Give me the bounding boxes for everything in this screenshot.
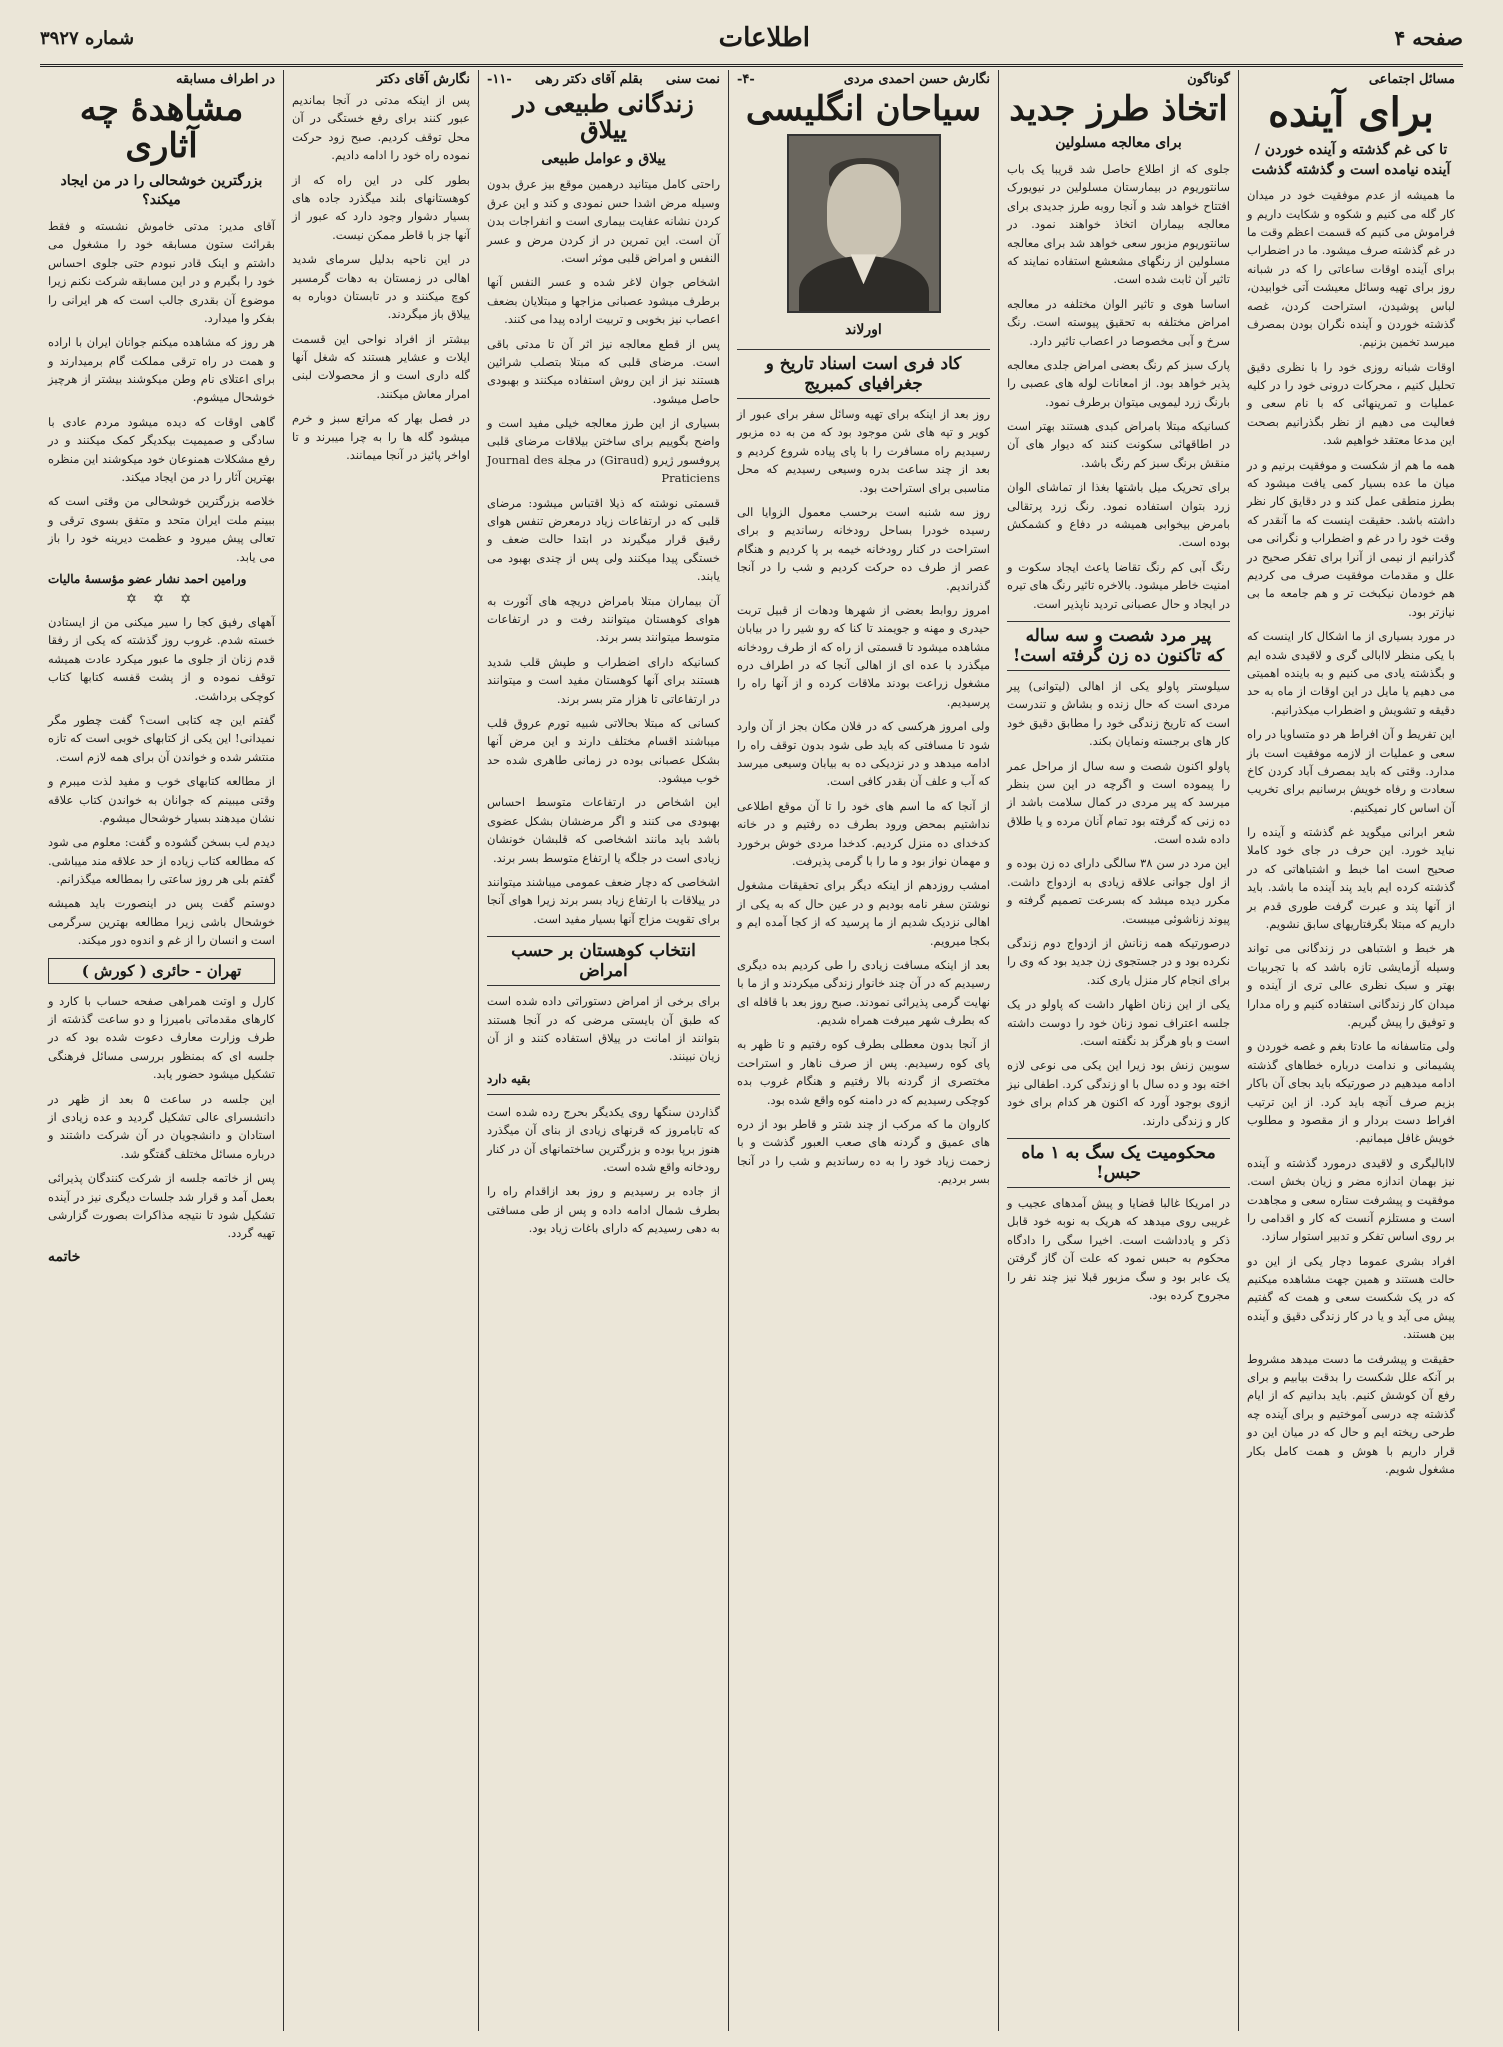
paragraph: دیدم لب بسخن گشوده و گفت: معلوم می شود که مطالعه کتاب زیاده از حد علاقه مند میباشی. گفتم بلی هر روز ساعتی را بمطالعه میگذرانم. — [48, 835, 275, 887]
paragraph: گفتم این چه کتابی است؟ گفت چطور مگر نمیدانی! این یکی از کتابهای خوبی است که تازه منتشر شده و خواندن آن برای همه لازم است. — [48, 712, 275, 764]
headline-new-method: اتخاذ طرز جدید — [1009, 89, 1228, 129]
paragraph: این مرد در سن ۳۸ سالگی دارای ده زن بوده و از اول جوانی علاقه زیادی به ازدواج داشت. مکرر دیده میشد که بسرعت تصمیم گرفته و پیوند زناشوئی میبست. — [1007, 856, 1230, 926]
paragraph: شعر ابرانی میگوید غم گذشته و آینده را نباید خورد. این حرف در جای خود کاملا صحیح است اما خبط و اشتباهاتی که در گذشته کرده ایم باید پند آینده ما باشد. باید از آنها پند و عبرت گرفت طوری قدم بر داریم که مبتلا بگرفتاریهای سابق نشویم. — [1247, 825, 1455, 932]
paragraph: پارک سبز کم رنگ بعضی امراض جلدی معالجه پذیر خواهد بود. از امعانات لوله های عصبی را بارنگ زرد لیمویی میتوان برطرف نمود. — [1007, 357, 1230, 409]
paragraph: همه ما هم از شکست و موفقیت برنیم و در میان ما عده بسیار کمی یافت میشود که بطرز منطقی عمل کند و در دقایق کار نظر داشته باشد. حقیقت اینست که ما آنقدر که وقت خود را در غم و اضطراب و نگرانی می گذرانیم از نیمی از آنرا برای تفکر صحیح در علل و مقدمات موفقیت صرف می کردیم هم خودمان نیکبخت تر و هم جامعه ما بی نیازتر بود. — [1247, 457, 1455, 619]
paragraph: دوستم گفت پس در اینصورت باید همیشه خوشحال باشی زیرا مطالعه بهترین سرگرمی است و انسان را از غم و اندوه دور میکند. — [48, 896, 275, 948]
column-kicker: در اطراف مسابقه — [175, 72, 275, 87]
paragraph: گاهی اوقات که دیده میشود مردم عادی با سادگی و صمیمیت بیکدیگر کمک میکنند و در رفع مشکلات همنوعان خود میکوشند این منظره بهترین آثار را در من ایجاد میکند. — [48, 414, 275, 485]
paragraph: اشخاصی که دچار ضعف عمومی میباشند میتوانند در ییلاقات با ارتفاع زیاد بسر برند زیرا هوای آنجا برای تقویت مزاج آنها بسیار مفید است. — [487, 875, 720, 926]
paragraph: این جلسه در ساعت ۵ بعد از ظهر در دانشسرای عالی تشکیل گردید و عده زیادی از استادان و دانشجویان در آن شرکت داشتند و درباره مسائل مختلف گفتگو شد. — [48, 1091, 275, 1161]
author-location: تهران - حائری ( کورش ) — [48, 958, 275, 984]
headline-what-effects: مشاهدهٔ چه آثاری — [79, 89, 244, 167]
paragraph: کسانی که مبتلا بحالاتی شبیه تورم عروق قلب میباشند اقسام مختلف دارند و این مرض آنها بشکل عصبانی بوده در زمانی طاهری شده حد خوب میشود. — [487, 715, 720, 786]
paragraph: در این ناحیه بدلیل سرمای شدید اهالی در زمستان به دهات گرمسیر کوچ میکنند و در تابستان دوباره به ییلاق باز میگردند. — [292, 252, 470, 322]
paragraph: سیلوستر پاولو یکی از اهالی (لیتوانی) پیر مردی است که حال زنده و بشاش و تندرست است که تاریخ زندگی خود را مطابق دقیق خود کار های برجسته ونمایان بکند. — [1007, 678, 1230, 749]
page-number: صفحه ۴ — [1394, 26, 1463, 50]
paragraph: درصورتیکه همه زنانش از ازدواج دوم زندگی نکرده بود و در جستجوی زن جدید بود که وی را برای انجام کار منزل یاری کند. — [1007, 936, 1230, 987]
paragraph: از آنجا بدون معطلی بطرف کوه رفتیم و تا ظهر به پای کوه رسیدیم. پس از صرف ناهار و استراحت مختصری از گردنه بالا رفتیم و هنگام غروب بده کوچکی رسیدیم که در دامنه کوه واقع شده بود. — [737, 1037, 990, 1107]
subhead: برای معالجه مسلولین — [1055, 135, 1182, 152]
paragraph: از مطالعه کتابهای خوب و مفید لذت میبرم و وقتی میبینم که جوانان به خواندن کتاب علاقه نشان میدهند بسیار خوشحال میشوم. — [48, 774, 275, 825]
paragraph: در مورد بسیاری از ما اشکال کار اینست که با یکی منظر لاابالی گری و لاقیدی شده ایم و بگذشته یادی می کنیم و به باینده اهمیتی می دهیم یا مایل در این اوقات از ماه به حد دقیقه و تشویش و اضطراب میکذرانیم. — [1247, 629, 1455, 717]
byline-row — [737, 72, 990, 87]
section-heading-old-man — [1007, 621, 1230, 671]
paragraph: خلاصه بزرگترین خوشحالی من وقتی است که ببینم ملت ایران متحد و متفق بسوی ترقی و تعالی پیش میرود و عظمت دیرینه خود را باز می یابد. — [48, 494, 275, 564]
paragraph: بسیاری از این طرز معالجه خیلی مفید است و واضح بگوییم برای ساختن بیلاقات مرضای قلبی پروفسور ژیرو (Giraud) در مجلة Journal des Praticiens — [487, 416, 721, 486]
subhead: تا کی غم گذشته و آینده خوردن / آینده نیامده است و گذشته گذشت — [1251, 142, 1451, 178]
paragraph: برای برخی از امراض دستوراتی داده شده است که طبق آن بایستی مرضی که در آنجا هستند بتوانند از امانت در ییلاق استفاده کنند و از آن زیان نبینند. — [487, 994, 720, 1064]
headline-future: برای آینده — [1268, 89, 1434, 136]
paragraph: آههای رفیق کجا را سیر میکنی من از ایستادن خسته شدم. غروب روز گذشته که یکی از رفقا قدم زنان از جلوی ما عبور میکرد عادت همیشه توقف نموده و از پشت قفسه کتابها کتاب کوچکی برداشت. — [48, 615, 275, 703]
paragraph: کسانیکه دارای اضطراب و طپش قلب شدید هستند برای آنها کوهستان مفید است و میتوانند در ارتفاعاتی تا هزار متر بسر برند. — [487, 654, 720, 706]
section-label: نمت سنی — [665, 72, 720, 87]
paragraph: یکی از این زنان اظهار داشت که پاولو در یک جلسه اعتراف نمود زنان خود را دوست داشته است و باو هرگز بد نگفته است. — [1007, 997, 1230, 1048]
section-subtitle: که تاکنون ده زن گرفته است! — [1012, 645, 1225, 666]
paragraph: اساسا هوی و تاثیر الوان مختلفه در معالجه امراض مختلفه به تحقیق پیوسته است. رنگ سرخ و آبی مخصوصا در اعصاب تاثیر دارد. — [1007, 296, 1230, 348]
byline: بقلم آقای دکتر رهی — [534, 72, 643, 87]
paragraph: امروز روابط بعضی از شهرها ودهات از قبیل تربت حیدری و مهنه و جویمند تا کنا که رو شیر را در بیابان مشاهده میشود تا قسمتی از راه که از طرف رودخانه میگذرد با عده ای از اهالی آنجا که در اطراف دره مشغول زراعت بودند ملاقات کرده و از آنها راه را پرسیدیم. — [737, 602, 990, 709]
paragraph: بعد از اینکه مسافت زیادی را طی کردیم بده دیگری رسیدیم که در آن چند خانوار زندگی میکردند و از ما با نهایت گرمی پذیرائی نمودند. صبح روز بعد با قافله ای که بطرف شهر میرفت همراه شدیم. — [737, 957, 990, 1028]
byline: نگارش آقای دکتر — [377, 72, 470, 87]
newspaper-name: اطلاعات — [718, 23, 810, 53]
paragraph: رنگ آبی کم رنگ تقاضا یاعث ایجاد سکوت و امنیت خاطر میشود. بالاخره تاثیر رنگ های تیره در ایجاد و حال عصبانی تردید ناپذیر است. — [1006, 559, 1230, 611]
paragraph: گذاردن سنگها روی یکدیگر بحرج رده شده است که تابامروز که قرنهای زیادی از بنای آن میگذرد هنوز برپا بوده و بزرگترین ساختمانهای آن در کنار رودخانه واقع شده است. — [487, 1104, 720, 1174]
section-heading: کاد فری است اسناد تاریخ و جغرافیای کمبریج — [737, 349, 990, 399]
paragraph: پس از خاتمه جلسه از شرکت کنندگان پذیرائی بعمل آمد و قرار شد جلسات دیگری نیز در آینده تشکیل شود تا نتیجه مذاکرات بصورت گزارشی تهیه گردد. — [48, 1171, 275, 1241]
column-kicker: گوناگون — [1187, 72, 1230, 87]
installment-number: -۱۱- — [487, 72, 512, 87]
paragraph: افراد بشری عموما دچار یکی از این دو حالت هستند و همین جهت مشاهده میکنیم که در یک شکست سعی و همت که گفتیم پیش می آید و یا در کار زندگی دقیق و آینده بین هستند. — [1247, 1253, 1455, 1342]
paragraph: از جاده بر رسیدیم و روز بعد ازاقدام راه را بطرف شمال ادامه داده و پس از طی مسافتی به دهی رسیدیم که دارای باغات زیاد بود. — [487, 1184, 720, 1236]
photo-caption: اورلاند — [845, 322, 882, 339]
end-mark: خاتمه — [48, 1248, 81, 1265]
column-health — [478, 70, 728, 2031]
headline-natural-life: زندگانی طبیعی در ییلاق — [513, 89, 694, 145]
paragraph: در امریکا غالبا قضایا و پیش آمدهای عجیب و غریبی روی میدهد که هریک به نوبه خود قابل ذکر و یادداشت است. اخیرا سگی را دادگاه محکوم به حبس نمود که علت آن گاز گرفتن یک عابر بود و سگ مزبور قبلا نیز چند نفر را مجروح کرده بود. — [1007, 1195, 1230, 1302]
paragraph: هر روز که مشاهده میکنم جوانان ایران با اراده و همت در راه ترقی مملکت گام برمیدارند و برای اعتلای نام وطن میکوشند بیشتر از هرچیز خوشحال میشوم. — [48, 335, 275, 405]
headline-english-travelers: سیاحان انگلیسی — [745, 89, 982, 129]
paragraph: آقای مدیر: مدتی خاموش نشسته و فقط بقرائت ستون مسابقه خود را مشغول می داشتم و اینک قادر نبودم حتی جلوی احساس خود را بگیرم و در این مسابقه شرکت نکنم زیرا موضوع آن بقدری جالب است که هر ایرانی را بفکر وا میدارد. — [48, 218, 275, 325]
column-continuation — [283, 70, 478, 2031]
paragraph: جلوی که از اطلاع حاصل شد قریبا یک باب سانتوریوم در بیمارستان مسلولین در نیویورک افتتاح خواهد شد و آنجا روبه طرز جدیدی برای معالجه بیماران اتخاذ خواهند نمود. در سانتوریوم مزبور سعی خواهد شد برای معالجه مسلولین از رنگهای مشعشع استفاده نمایند که تاثیر آن ثابت شده است. — [1007, 161, 1230, 287]
section-heading: انتخاب کوهستان بر حسب امراض — [487, 936, 720, 986]
issue-number: شماره ۳۹۲۷ — [40, 27, 135, 49]
section-heading-dog: محکومیت یک سگ به ۱ ماه حبس! — [1007, 1138, 1230, 1188]
column-kicker: مسائل اجتماعی — [1368, 72, 1455, 87]
paragraph: این تفریط و آن افراط هر دو متساویا در راه سعی و عملیات از لازمه موفقیت است باز مدارد. وقتی که باید بمصرف آباد کردن کاخ سعادت و رفاه خویش برسانیم برای تخریب آن اساس کار نمیکنیم. — [1247, 727, 1455, 815]
paragraph: قسمتی نوشته که ذیلا اقتباس میشود: مرضای قلبی که در ارتفاعات زیاد درمعرض تنفس هوای رقیق قرار میگیرند در ابتدا حالت ضعف و خستگی پیدا میکنند ولی پس از چندی بهبود می یابند. — [487, 495, 720, 584]
column-english-travelers — [728, 70, 998, 2031]
paragraph: بیشتر از افراد نواحی این قسمت ایلات و عشایر هستند که شغل آنها گله داری است و از محصولات لبنی امرار معاش میکنند. — [292, 331, 470, 401]
paragraph: روز سه شنبه است برحسب معمول الزوایا الی رسیده خودرا بساحل رودخانه رساندیم و برای استراحت در کنار رودخانه خیمه بر پا کردیم و هنگام عصر از طرف ده حرکت کردیم و شب را در آنجا گذراندیم. — [737, 504, 990, 593]
byline-row — [487, 72, 720, 87]
paragraph: از آنجا که ما اسم های خود را تا آن موقع اطلاعی نداشتیم بمحض ورود بطرف ده رفتیم و در خانه کدخدای ده منزل کردیم. کدخدا مردی خوش برخورد و مهمان نواز بود و ما را با گرمی پذیرفت. — [737, 798, 990, 868]
paragraph: امشب روزدهم از اینکه دیگر برای تحقیقات مشغول نوشتن سفر نامه بودیم و در عین حال که به یکی از اهالی نزدیک شدیم از ما پرسید که از کجا آمده ایم و بکجا میرویم. — [737, 878, 990, 948]
paragraph: پاولو اکنون شصت و سه سال از مراحل عمر را پیموده است و اگرچه در این سن بنظر میرسد که پیر مردی در کمال سلامت باشد از ده زنی که گرفته بود تمام آنان مرده و یا طلاق داده شده است. — [1007, 758, 1230, 847]
section-title: پیر مرد شصت و سه ساله — [1025, 625, 1212, 646]
paragraph: این اشخاص در ارتفاعات متوسط احساس بهبودی می کنند و اگر مرضشان بشکل عضوی باشد باید مانند اشخاصی که قلبشان خونشان زیادی است در جلگه یا ارتفاع متوسط بسر برند. — [487, 795, 720, 865]
paragraph: کارل و اوتت همراهی صفحه حساب با کارد و کارهای مقدماتی بامیرزا و دو ساعت گذشته از طرف وزارت معارف دعوت شده بود که در جلسه ای که بمنظور بررسی مسائل فرهنگی تشکیل میشود حضور یابد. — [48, 993, 275, 1082]
paragraph: راحتی کامل میتانید درهمین موقع بیز عرق بدون وسیله مرض اشدا حس نمودی و کند و این عرق کردن نشانه عفایت بیماری است و انفراجات بدن آن است. این تمرین در از کردن مرض و عسر النفس و امراض قلبی موثر است. — [487, 177, 720, 265]
star-separator: ✡ ✡ ✡ — [126, 592, 197, 607]
portrait-photo — [787, 134, 941, 313]
paragraph: حقیقت و پیشرفت ما دست میدهد مشروط بر آنکه علل شکست را بدقت بیابیم و برای رفع آن کوشش کنیم. باید بدانیم که از ایام گذشته چه درسی آموختیم و برای آینده چه طرحی ریخته ایم و حال که در میان این دو قرار داریم با هوش و همت کامل بکار مشغول شویم. — [1247, 1351, 1455, 1476]
byline: نگارش حسن احمدی مردی — [843, 72, 990, 87]
installment-number: -۴- — [737, 72, 755, 87]
paragraph: پس از قطع معالجه نیز اثر آن تا مدتی باقی است. مرضای قلبی که مبتلا بتصلب شرائین هستند نیز از این روش استفاده میکنند و بهبودی حاصل میشود. — [487, 336, 720, 406]
column-miscellaneous — [998, 70, 1238, 2031]
signature: ورامین احمد نشار عضو مؤسسهٔ مالیات — [48, 572, 247, 586]
paragraph: آن بیماران مبتلا بامراض دریچه های آئورت به هوای کوهستان میتوانند رفت و در ارتفاعات متوسط میتوانند بسر برند. — [487, 593, 720, 645]
paragraph: اوقات شبانه روزی خود را با نظری دقیق تحلیل کنیم ، محرکات درونی خود را در کلیه عملیات و تمرینهائی که با نام سعی و فعالیت می دهیم از نظر بگذرانیم بصحت این مدعا معتقد خواهیم شد. — [1247, 359, 1455, 448]
paragraph: اشخاص جوان لاغر شده و عسر النفس آنها برطرف میشود عصبانی مزاجها و مبتلایان بضعف اعصاب نیز بخوبی و تربیت اراده پیدا می کنند. — [487, 275, 720, 327]
paragraph: بطور کلی در این راه که از کوهستانهای بلند میگذرد جاده های بسیار دشوار وجود دارد که عبور از آنها جز با قاطر ممکن نیست. — [292, 172, 470, 242]
page-header — [40, 20, 1463, 67]
paragraph: ولی امروز هرکسی که در فلان مکان بجز از آن وارد شود تا مسافتی که باید طی شود بدون توقف راه را ادامه میدهد و در نزدیکی ده به بیابان وسیعی میرسد که آب و علف آن بقدر کافی است. — [737, 719, 990, 789]
paragraph: پس از اینکه مدتی در آنجا بماندیم عبور کنند برای رفع خستگی در آن محل توقف کردیم. صبح زود حرکت نموده راه خود را ادامه دادیم. — [292, 93, 470, 163]
paragraph: لاابالیگری و لاقیدی درمورد گذشته و آینده نیز بهمان اندازه مضر و زیان بخش است. موفقیت و پیشرفت ستاره سعی و مجاهدت است و مستلزم آنست که کار و اقدامی را بر روی اساس تفکر و تدبیر استوار سازد. — [1247, 1155, 1455, 1244]
divider — [487, 1094, 720, 1095]
paragraph: کاروان ما که مرکب از چند شتر و قاطر بود از دره های عمیق و گردنه های صعب العبور گذشت و با زحمت زیاد خود را به ده رساندیم و شب را در آنجا بسر بردیم. — [737, 1117, 990, 1187]
paragraph: روز بعد از اینکه برای تهیه وسائل سفر برای عبور از کویر و تپه های شن موجود بود که من به ده مزبور رسیدیم راه مسافرت را با پای پیاده شروع کردیم و بعد از چند ساعت بدره وسیعی رسیدیم که محل مناسبی برای استراحت بود. — [737, 406, 990, 495]
subhead: ییلاق و عوامل طبیعی — [541, 150, 666, 167]
subhead: بزرگترین خوشحالی را در من ایجاد میکند؟ — [60, 172, 263, 209]
paragraph: ولی متاسفانه ما عادتا بغم و غصه خوردن و پشیمانی و ندامت درباره خطاهای گذشته ادامه میدهیم در صورتیکه باید بجای آن باکار بزیم صرف آنچه باید کرد. از این ترتیب افراط دست بردار و از مقصود و مطلوب خویش غافل میمانیم. — [1247, 1039, 1455, 1146]
paragraph: سوبین زنش بود زیرا این یکی می نوعی لازه اخته بود و ده سال با او زندگی کرد. اطفالی نیز ازوی بوجود آورد که اکنون هر کدام برای خود کار و زندگی دارند. — [1007, 1058, 1230, 1128]
columns — [40, 70, 1463, 2031]
paragraph: در فصل بهار که مراتع سبز و خرم میشود گله ها را به چرا میبرند و تا اواخر پائیز در آنجا میمانند. — [292, 411, 470, 463]
paragraph: برای تحریک میل باشتها بغذا از تماشای الوان زرد بتوان استفاده نمود. رنگ زرد پرتقالی بامرض بیخوابی همیشه در دفاع و کشمکش بوده است. — [1007, 480, 1230, 550]
paragraph: هر خبط و اشتباهی در زندگانی می تواند وسیله آزمایشی تازه باشد که با تجربیات بهتر و سبک نظری عالی تری از آینده و میدان کار زندگانی استفاده کنیم و راه مدارا و توفیق را پیش گیریم. — [1247, 941, 1455, 1029]
column-contest — [40, 70, 283, 2031]
column-social-issues — [1238, 70, 1463, 2031]
continued-note: بقیه دارد — [487, 1071, 531, 1086]
paragraph: ما همیشه از عدم موفقیت خود در میدان کار گله می کنیم و شکوه و شکایت داریم و فراموش می کنیم که قسمت اعظم وقت ما در غم گذشته صرف میشود. ما در اضطراب برای آینده اوقات ساعاتی را که در شبانه روز برای تهیه وسائل معیشت آتی خوابیدن، لباس پوشیدن، استراحت کردن، غصه گذشته خوردن و آینده نگران بودن بمصرف میرسد تخمین بزنیم. — [1247, 188, 1455, 350]
paragraph: کسانیکه مبتلا بامراض کبدی هستند بهتر است در اطاقهائی سکونت کنند که دیوار های آن منقش برنگ سبز کم رنگ باشد. — [1007, 419, 1230, 470]
